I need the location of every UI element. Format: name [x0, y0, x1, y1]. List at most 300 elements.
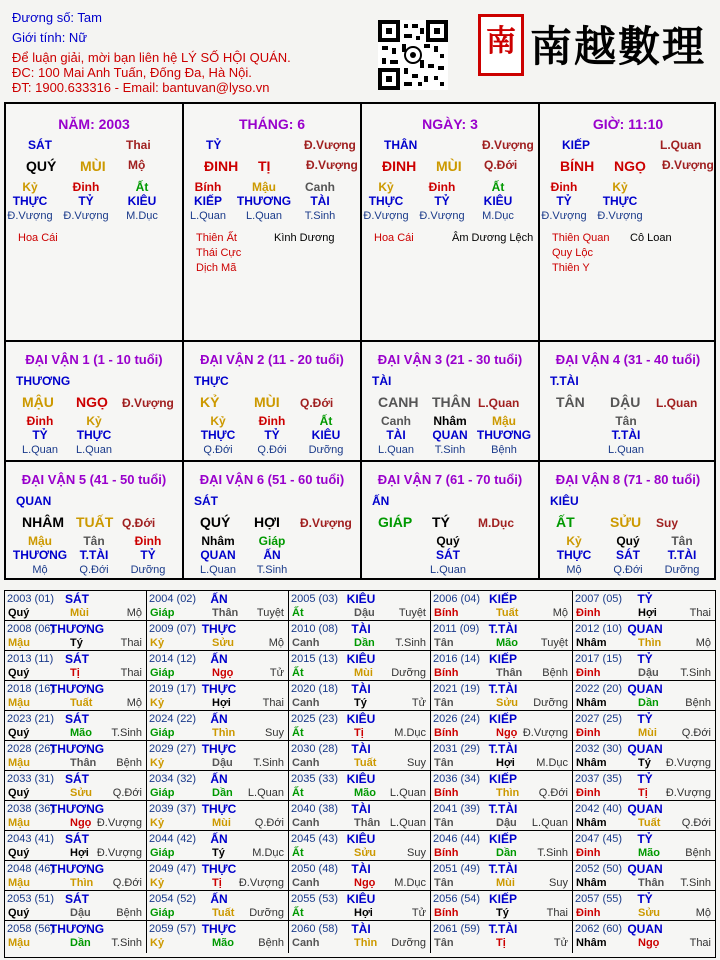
year-label: 2019 (17) — [149, 683, 197, 695]
year-stem: Kỷ — [150, 697, 165, 709]
year-stem: Nhâm — [576, 877, 607, 889]
hidden-god: T.TÀI — [667, 548, 697, 562]
year-status: Đ.Vượng — [522, 727, 568, 739]
year-branch: Ngọ — [638, 937, 660, 949]
year-label: 2024 (22) — [149, 713, 197, 725]
hidden-god: KIẾP — [193, 194, 223, 208]
year-cell — [431, 801, 573, 831]
hidden-god: KIÊU — [127, 194, 157, 208]
year-label: 2038 (36) — [7, 803, 55, 815]
dai-van-status: Q.Đới — [122, 516, 156, 530]
year-status: Thai — [262, 697, 284, 709]
year-god: SÁT — [65, 832, 89, 846]
logo: 南越數理 — [530, 22, 707, 71]
year-branch: Sửu — [212, 637, 235, 649]
year-label: 2045 (43) — [291, 833, 339, 845]
main-chart-grid — [4, 102, 716, 580]
year-branch: Dậu — [496, 817, 517, 829]
year-label: 2007 (05) — [575, 593, 623, 605]
address: ĐC: 100 Mai Anh Tuấn, Đống Đa, Hà Nội. — [12, 65, 252, 80]
dai-van-title: ĐẠI VẬN 8 (71 - 80 tuổi) — [555, 472, 701, 487]
year-label: 2036 (34) — [433, 773, 481, 785]
dai-van-branch: NGỌ — [76, 394, 108, 410]
year-god: TÀI — [351, 682, 371, 696]
year-status: Thai — [546, 907, 568, 919]
year-label: 2040 (38) — [291, 803, 339, 815]
year-god: QUAN — [627, 862, 663, 876]
hidden-god: THƯƠNG — [12, 548, 68, 562]
year-label: 2032 (30) — [575, 743, 623, 755]
star-left: Thiên Ất — [196, 232, 237, 244]
year-stem: Tân — [434, 937, 454, 949]
year-cell — [5, 801, 147, 831]
year-stem: Bính — [434, 607, 459, 619]
year-branch: Mùi — [70, 607, 89, 619]
year-god: THƯƠNG — [49, 742, 105, 756]
year-stem: Mậu — [8, 937, 30, 949]
dai-van-stem: QUÝ — [200, 514, 231, 530]
year-branch: Ngọ — [496, 727, 518, 739]
year-god: THƯƠNG — [49, 682, 105, 696]
year-status: M.Dục — [394, 727, 426, 739]
year-stem: Canh — [292, 697, 320, 709]
year-cell — [147, 621, 289, 651]
year-branch: Thân — [212, 607, 239, 619]
hidden-god: T.TÀI — [611, 428, 641, 442]
year-label: 2049 (47) — [149, 863, 197, 875]
hidden-stem: Đinh — [550, 180, 578, 194]
year-label: 2048 (46) — [7, 863, 55, 875]
hidden-stem: Đinh — [258, 414, 286, 428]
hidden-stem: Đinh — [72, 180, 100, 194]
year-label: 2011 (09) — [433, 623, 480, 635]
dai-van-4 — [540, 342, 716, 460]
year-stem: Giáp — [150, 787, 175, 799]
year-status: Mộ — [268, 637, 284, 649]
year-label: 2012 (10) — [575, 623, 623, 635]
year-god: KIẾP — [488, 832, 518, 846]
hidden-stem: Tân — [671, 534, 693, 548]
hidden-stem: Đinh — [428, 180, 456, 194]
year-status: Tuyệt — [256, 607, 284, 619]
year-status: Bệnh — [685, 697, 711, 709]
year-branch: Mùi — [496, 877, 515, 889]
year-branch: Tị — [212, 877, 222, 889]
hidden-relation: L.Quan — [75, 444, 113, 456]
year-cell — [573, 921, 715, 953]
pillar-title: THÁNG: 6 — [238, 116, 306, 132]
year-status: Đ.Vượng — [96, 847, 142, 859]
year-cell — [5, 861, 147, 891]
year-branch: Tuất — [496, 607, 519, 619]
year-stem: Canh — [292, 937, 320, 949]
year-stem: Nhâm — [576, 757, 607, 769]
dai-van-god: SÁT — [194, 494, 218, 508]
dai-van-status: Suy — [656, 516, 679, 530]
year-stem: Canh — [292, 637, 320, 649]
year-label: 2034 (32) — [149, 773, 197, 785]
year-label: 2042 (40) — [575, 803, 623, 815]
year-cell — [431, 591, 573, 621]
year-stem: Tân — [434, 637, 454, 649]
year-cell — [289, 831, 431, 861]
dai-van-status: M.Dục — [478, 516, 514, 530]
hidden-relation: L.Quan — [21, 444, 59, 456]
year-stem: Canh — [292, 877, 320, 889]
hidden-stem: Kỷ — [566, 534, 582, 548]
year-label: 2061 (59) — [433, 923, 481, 935]
year-branch: Thìn — [212, 727, 236, 739]
year-stem: Nhâm — [576, 817, 607, 829]
year-god: SÁT — [65, 772, 89, 786]
year-god: KIẾP — [488, 892, 518, 906]
year-cell — [431, 621, 573, 651]
year-cell — [431, 771, 573, 801]
year-status: T.Sinh — [111, 727, 142, 739]
pillar-branch: MÙI — [80, 158, 106, 174]
year-status: Thai — [689, 937, 711, 949]
year-label: 2058 (56) — [7, 923, 55, 935]
hidden-stem: Mậu — [492, 414, 516, 428]
dai-van-status: L.Quan — [656, 396, 698, 410]
dai-van-god: ẤN — [372, 494, 390, 508]
year-status: Q.Đới — [254, 817, 284, 829]
year-god: KIẾP — [488, 772, 518, 786]
year-stem: Kỷ — [150, 937, 165, 949]
year-branch: Tị — [70, 667, 80, 679]
year-god: THƯƠNG — [49, 622, 105, 636]
year-stem: Bính — [434, 907, 459, 919]
year-status: Tử — [553, 937, 568, 949]
hidden-god: THỰC — [12, 194, 48, 208]
header — [0, 0, 720, 100]
year-branch: Mùi — [354, 667, 373, 679]
year-god: KIẾP — [488, 592, 518, 606]
pillar-god: THÂN — [384, 138, 418, 152]
year-branch: Sửu — [496, 697, 519, 709]
year-label: 2009 (07) — [149, 623, 197, 635]
star-right: Kình Dương — [274, 232, 335, 244]
year-branch: Tuất — [354, 757, 377, 769]
dai-van-6 — [184, 462, 360, 578]
year-cell — [147, 681, 289, 711]
year-god: THƯƠNG — [49, 802, 105, 816]
year-god: TÀI — [351, 862, 371, 876]
year-stem: Đinh — [576, 787, 601, 799]
year-god: T.TÀI — [488, 802, 518, 816]
year-god: THỰC — [201, 682, 237, 696]
year-cell — [289, 681, 431, 711]
year-god: KIÊU — [346, 712, 376, 726]
dai-van-branch: THÂN — [432, 394, 471, 410]
pillar-relation: Đ.Vượng — [482, 138, 534, 152]
hidden-god: TỶ — [140, 548, 156, 562]
year-status: T.Sinh — [537, 847, 568, 859]
year-stem: Quý — [8, 847, 30, 859]
contact-note: Để luận giải, mời bạn liên hệ LÝ SỐ HỘI QUÁN. — [12, 50, 291, 65]
year-label: 2025 (23) — [291, 713, 339, 725]
hidden-relation: Đ.Vượng — [363, 210, 409, 222]
year-label: 2020 (18) — [291, 683, 339, 695]
seal-stamp: 南 — [478, 14, 524, 76]
year-god: T.TÀI — [488, 682, 518, 696]
pillar-branch: MÙI — [436, 158, 462, 174]
hidden-relation: Đ.Vượng — [63, 210, 109, 222]
year-god: THỰC — [201, 622, 237, 636]
hidden-stem: Giáp — [258, 534, 286, 548]
year-cell — [5, 651, 147, 681]
year-cell — [5, 591, 147, 621]
year-cell — [289, 741, 431, 771]
year-stem: Ất — [292, 847, 304, 859]
year-label: 2023 (21) — [7, 713, 55, 725]
hidden-god: KIÊU — [483, 194, 513, 208]
year-status: T.Sinh — [253, 757, 284, 769]
year-branch: Tý — [70, 637, 83, 649]
year-status: Q.Đới — [112, 877, 142, 889]
dai-van-stem: ẤT — [556, 514, 575, 530]
hidden-god: TÀI — [310, 194, 330, 208]
year-stem: Giáp — [150, 727, 175, 739]
pillar-status: Đ.Vượng — [306, 158, 358, 172]
year-stem: Ất — [292, 787, 304, 799]
year-cell — [431, 891, 573, 921]
year-cell — [289, 891, 431, 921]
dai-van-branch: HỢI — [254, 514, 280, 530]
year-stem: Quý — [8, 907, 30, 919]
hidden-relation: L.Quan — [377, 444, 415, 456]
year-god: QUAN — [627, 802, 663, 816]
year-status: T.Sinh — [680, 877, 711, 889]
year-label: 2052 (50) — [575, 863, 623, 875]
pillar-title: NGÀY: 3 — [422, 116, 478, 132]
year-god: QUAN — [627, 922, 663, 936]
year-status: T.Sinh — [680, 667, 711, 679]
hidden-stem: Đinh — [134, 534, 162, 548]
hidden-stem: Canh — [305, 180, 335, 194]
year-status: Q.Đới — [112, 787, 142, 799]
pillar-relation: Thai — [126, 138, 151, 152]
year-status: Thai — [689, 607, 711, 619]
hidden-relation: L.Quan — [189, 210, 227, 222]
year-god: ẤN — [210, 592, 228, 606]
year-status: Mộ — [126, 697, 142, 709]
year-cell — [5, 831, 147, 861]
year-status: T.Sinh — [395, 637, 426, 649]
year-label: 2014 (12) — [149, 653, 197, 665]
year-branch: Thân — [638, 877, 665, 889]
year-cell — [573, 801, 715, 831]
hidden-stem: Kỷ — [86, 414, 102, 428]
year-stem: Bính — [434, 727, 459, 739]
year-label: 2017 (15) — [575, 653, 623, 665]
hidden-relation: Dưỡng — [130, 564, 166, 576]
year-label: 2015 (13) — [291, 653, 339, 665]
year-status: Bệnh — [685, 847, 711, 859]
hidden-stem: Nhâm — [201, 534, 235, 548]
pillar-1 — [184, 104, 360, 340]
hidden-relation: Đ.Vượng — [541, 210, 587, 222]
year-god: TỶ — [637, 772, 653, 786]
year-status: Mộ — [552, 607, 568, 619]
dai-van-branch: DẬU — [610, 394, 641, 410]
year-cell — [573, 681, 715, 711]
dai-van-god: KIÊU — [550, 494, 579, 508]
year-stem: Quý — [8, 727, 30, 739]
year-god: TÀI — [351, 742, 371, 756]
year-status: M.Dục — [536, 757, 568, 769]
year-branch: Hợi — [496, 757, 515, 769]
hidden-stem: Quý — [616, 534, 640, 548]
year-god: TỶ — [637, 652, 653, 666]
pillar-3 — [540, 104, 716, 340]
year-branch: Mùi — [212, 817, 231, 829]
hidden-god: SÁT — [616, 548, 640, 562]
year-god: TỶ — [637, 892, 653, 906]
star-right: Âm Dương Lệch — [452, 232, 534, 244]
dai-van-branch: SỬU — [610, 514, 642, 530]
year-cell — [147, 801, 289, 831]
dai-van-title: ĐẠI VẬN 3 (21 - 30 tuổi) — [377, 352, 523, 367]
year-status: Tuyệt — [540, 637, 568, 649]
pillar-status: Mộ — [128, 158, 146, 172]
year-branch: Dần — [496, 847, 517, 859]
year-label: 2010 (08) — [291, 623, 339, 635]
hidden-stem: Quý — [436, 534, 460, 548]
year-branch: Dậu — [638, 667, 659, 679]
pillar-god: KIẾP — [562, 138, 591, 152]
year-branch: Thân — [354, 817, 381, 829]
year-god: SÁT — [65, 712, 89, 726]
year-branch: Dần — [638, 697, 659, 709]
star-left: Hoa Cái — [374, 232, 414, 244]
year-status: Mộ — [126, 607, 142, 619]
hidden-stem: Bính — [194, 180, 222, 194]
year-branch: Tuất — [638, 817, 661, 829]
star-left: Thiên Y — [552, 262, 590, 274]
year-label: 2030 (28) — [291, 743, 339, 755]
year-god: T.TÀI — [488, 622, 518, 636]
year-label: 2027 (25) — [575, 713, 623, 725]
year-status: L.Quan — [531, 817, 568, 829]
pillar-stem: QUÝ — [26, 158, 57, 174]
year-label: 2004 (02) — [149, 593, 197, 605]
pillar-stem: ĐINH — [382, 158, 417, 174]
dai-van-stem: NHÂM — [22, 514, 64, 530]
hidden-relation: Bệnh — [491, 444, 517, 456]
year-god: TÀI — [351, 922, 371, 936]
hidden-god: QUAN — [200, 548, 236, 562]
year-god: THỰC — [201, 742, 237, 756]
year-stem: Nhâm — [576, 937, 607, 949]
year-stem: Mậu — [8, 637, 30, 649]
hidden-god: THỰC — [602, 194, 638, 208]
pillar-god: SÁT — [28, 138, 52, 152]
year-status: Dưỡng — [249, 907, 284, 919]
year-branch: Dần — [354, 637, 375, 649]
year-branch: Thìn — [496, 787, 520, 799]
dai-van-8 — [540, 462, 716, 578]
year-god: SÁT — [65, 592, 89, 606]
year-stem: Ất — [292, 727, 304, 739]
hidden-god: TỶ — [78, 194, 94, 208]
year-god: THƯƠNG — [49, 922, 105, 936]
year-stem: Mậu — [8, 877, 30, 889]
year-label: 2006 (04) — [433, 593, 481, 605]
hidden-stem: Canh — [381, 414, 411, 428]
year-cell — [573, 891, 715, 921]
star-left: Thiên Quan — [552, 232, 610, 244]
year-stem: Đinh — [576, 607, 601, 619]
year-cell — [289, 771, 431, 801]
year-branch: Mão — [354, 787, 376, 799]
year-stem: Đinh — [576, 727, 601, 739]
dai-van-stem: KỶ — [200, 394, 220, 410]
year-god: KIÊU — [346, 892, 376, 906]
dai-van-god: QUAN — [16, 494, 52, 508]
year-god: TỶ — [637, 712, 653, 726]
hidden-relation: Đ.Vượng — [419, 210, 465, 222]
dai-van-7 — [362, 462, 538, 578]
year-label: 2057 (55) — [575, 893, 623, 905]
year-branch: Tý — [638, 757, 651, 769]
year-label: 2054 (52) — [149, 893, 197, 905]
year-cell — [289, 621, 431, 651]
year-cell — [289, 801, 431, 831]
gender: Giới tính: Nữ — [12, 30, 88, 45]
year-status: Q.Đới — [681, 817, 711, 829]
year-status: Bệnh — [542, 667, 568, 679]
hidden-stem: Tân — [83, 534, 105, 548]
year-status: Tử — [411, 907, 426, 919]
year-cell — [289, 651, 431, 681]
year-label: 2013 (11) — [7, 653, 54, 665]
year-god: KIÊU — [346, 652, 376, 666]
year-status: Thai — [120, 667, 142, 679]
hidden-stem: Ất — [491, 180, 505, 194]
year-god: TỶ — [637, 832, 653, 846]
hidden-god: THỰC — [556, 548, 592, 562]
phone-email: ĐT: 1900.633316 - Email: bantuvan@lyso.vn — [12, 80, 270, 95]
year-cell — [289, 861, 431, 891]
year-god: T.TÀI — [488, 862, 518, 876]
hidden-stem: Tân — [615, 414, 637, 428]
year-god: SÁT — [65, 652, 89, 666]
year-branch: Mão — [496, 637, 518, 649]
year-god: QUAN — [627, 682, 663, 696]
pillar-2 — [362, 104, 538, 340]
year-cell — [573, 651, 715, 681]
year-label: 2003 (01) — [7, 593, 55, 605]
year-status: Tử — [411, 697, 426, 709]
dai-van-1 — [6, 342, 182, 460]
year-cell — [431, 831, 573, 861]
year-branch: Thân — [70, 757, 97, 769]
year-stem: Đinh — [576, 907, 601, 919]
year-god: ẤN — [210, 832, 228, 846]
dai-van-stem: GIÁP — [378, 514, 413, 530]
year-status: Tuyệt — [398, 607, 426, 619]
year-stem: Ất — [292, 907, 304, 919]
year-status: Suy — [407, 847, 426, 859]
year-status: Suy — [549, 877, 568, 889]
year-label: 2022 (20) — [575, 683, 623, 695]
hidden-stem: Mậu — [252, 180, 276, 194]
year-stem: Giáp — [150, 667, 175, 679]
dai-van-stem: TÂN — [556, 394, 585, 410]
year-god: QUAN — [627, 622, 663, 636]
dai-van-3 — [362, 342, 538, 460]
